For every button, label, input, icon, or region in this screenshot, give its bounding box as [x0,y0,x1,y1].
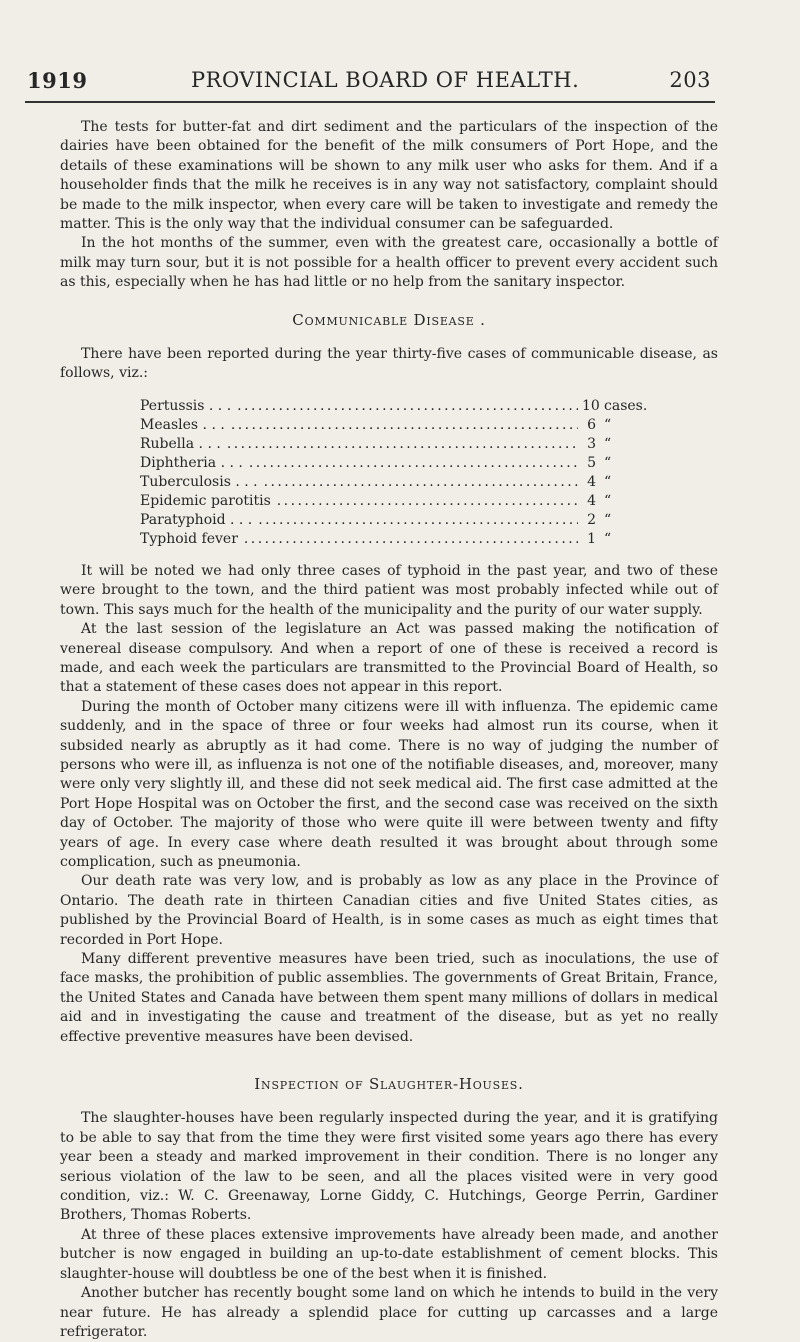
disease-unit: “ [604,454,612,471]
paragraph: The slaughter-houses have been regularly inspected during the year, and it is gratifying to be able to say that from the time they were first visited some years ago there has every year been a steady and marked improvement in their condition. There is no longer any serious violation of the law to be seen, and all the places visited were in very good condition, viz.: W. C. Greenaway, Lorne Giddy, C. Hutchings, George Perrin, Gardiner Brothers, Thomas Roberts. [60,1110,718,1224]
disease-name: Measles . . . [140,416,225,433]
running-header [27,68,711,104]
disease-count: 2 [587,511,596,528]
disease-unit: cases. [604,397,648,414]
disease-count: 5 [587,454,596,471]
list-item [140,530,660,549]
paragraph: In the hot months of the summer, even with the greatest care, occasionally a bottle of milk may turn sour, but it is not possible for a health officer to prevent every accident such as this, especially when he has had little or no help from the sanitary inspector. [60,235,718,291]
paragraph: Many different preventive measures have been tried, such as inoculations, the use of face masks, the prohibition of public assemblies. The governments of Great Britain, France, the United States and Canada have between them spent many millions of dollars in medical aid and in investigating the cause and treatment of the disease, but as yet no really effective preventive measures have been devised. [60,951,718,1045]
section-heading-slaughter-houses: Inspection of Slaughter-Houses. [254,1075,524,1094]
paragraph: The tests for butter-fat and dirt sediment and the particulars of the inspection of the dairies have been obtained for the benefit of the milk consumers of Port Hope, and the details of these examinations will be shown to any milk user who asks for them. And if a householder finds that the milk he receives is in any way not satisfactory, complaint should be made to the milk inspector, when every care will be taken to investigate and remedy the matter. This is the only way that the individual consumer can be safeguarded. [60,119,718,233]
disease-count: 4 [587,492,596,509]
disease-unit: “ [604,511,612,528]
disease-unit: “ [604,473,612,490]
paragraph: At three of these places extensive improvements have already been made, and another butcher is now engaged in building an up-to-date establishment of cement blocks. This slaughter-house will doubtless be one of the best when it is finished. [60,1226,718,1282]
disease-count: 1 [587,530,596,547]
section-heading-communicable-disease: Communicable Disease . [292,310,486,329]
list-item [140,435,660,454]
disease-count: 4 [587,473,596,490]
body-text [60,118,718,1342]
disease-list [140,397,660,549]
disease-unit: “ [604,435,612,452]
list-item [140,416,660,435]
leader-dots [277,492,578,511]
leader-dots [244,530,578,549]
disease-name: Diphtheria . . . [140,454,243,471]
leader-dots [227,435,578,454]
list-item [140,473,660,492]
disease-count: 10 [582,397,600,414]
leader-dots [258,511,578,530]
paragraph: Our death rate was very low, and is probably as low as any place in the Province of Ontario. The death rate in thirteen Canadian cities and five United States cities, as published by the Provincial Board of Health, is in some cases as much as eight times that recorded in Port Hope. [60,873,718,948]
page-number: 203 [669,68,711,92]
disease-unit: “ [604,530,612,547]
list-item [140,454,660,473]
disease-count: 6 [587,416,596,433]
disease-unit: “ [604,492,612,509]
disease-name: Tuberculosis . . . [140,473,258,490]
leader-dots [264,473,578,492]
header-year: 1919 [27,68,88,93]
header-title: PROVINCIAL BOARD OF HEALTH. [191,68,580,92]
disease-name: Paratyphoid . . . [140,511,253,528]
disease-name: Pertussis . . . [140,397,232,414]
disease-name: Epidemic parotitis [140,492,271,509]
paragraph: At the last session of the legislature an Act was passed making the notification of venereal disease compulsory. And when a report of one of these is received a record is made, and each week the particulars are transmitted to the Provincial Board of Health, so that a statement of these cases does not appear in this report. [60,621,718,696]
header-rule [25,101,715,103]
disease-unit: “ [604,416,612,433]
paragraph: There have been reported during the year thirty-five cases of communicable disease, as follows, viz.: [60,346,718,382]
paragraph: It will be noted we had only three cases of typhoid in the past year, and two of these were brought to the town, and the third patient was most probably infected while out of town. This says much for the health of the municipality and the purity of our water supply. [60,562,718,618]
leader-dots [249,454,578,473]
disease-name: Typhoid fever [140,530,238,547]
disease-name: Rubella . . . [140,435,221,452]
paragraph: During the month of October many citizens were ill with influenza. The epidemic came suddenly, and in the space of three or four weeks had almost run its course, when it subsided nearly as abruptly as it had come. There is no way of judging the number of persons who were ill, as influenza is not one of the notifiable diseases, and, moreover, many were only very slightly ill, and these did not seek medical aid. The first case admitted at the Port Hope Hospital was on October the first, and the second case was received on the sixth day of October. The majority of those who were quite ill were between twenty and fifty years of age. In every case where death resulted it was brought about through some complication, such as pneumonia. [60,698,718,870]
leader-dots [237,397,578,416]
leader-dots [231,416,578,435]
list-item [140,492,660,511]
list-item [140,511,660,530]
list-item [140,397,660,416]
paragraph: Another butcher has recently bought some land on which he intends to build in the very near future. He has already a splendid place for cutting up carcasses and a large refrigerator. [60,1285,718,1340]
disease-count: 3 [587,435,596,452]
